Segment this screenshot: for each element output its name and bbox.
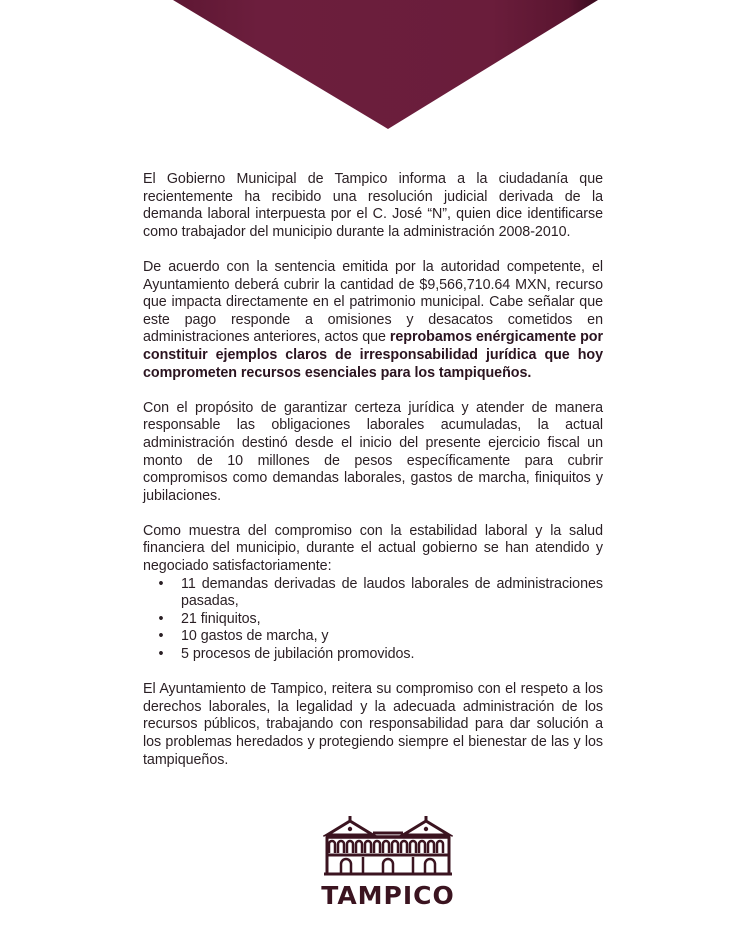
bullet-icon: • bbox=[158, 575, 164, 592]
list-item-text: 5 procesos de jubilación promovidos. bbox=[181, 646, 415, 663]
list-item-text: 11 demandas derivadas de laudos laborales de administraciones pasadas, bbox=[181, 575, 603, 610]
paragraph-sentence bbox=[143, 259, 603, 382]
bullet-icon: • bbox=[158, 646, 164, 663]
building-icon bbox=[323, 813, 453, 876]
press-release-body bbox=[143, 171, 603, 787]
tampico-logo bbox=[318, 813, 458, 910]
top-banner-triangle bbox=[0, 0, 750, 132]
paragraph-sentence-emphasis: reprobamos enérgicamente por constituir ejemplos claros de irresponsabilidad jurídica que hoy comprometen recursos esenciales para los tampiqueños. bbox=[143, 329, 603, 381]
list-item-text: 21 finiquitos, bbox=[181, 610, 261, 627]
bullet-icon: • bbox=[158, 628, 164, 645]
list-item bbox=[155, 628, 603, 646]
list-item-text: 10 gastos de marcha, y bbox=[181, 628, 329, 645]
list-item bbox=[155, 611, 603, 629]
paragraph-intro: El Gobierno Municipal de Tampico informa a la ciudadanía que recientemente ha recibido una resolución judicial derivada de la demanda laboral interpuesta por el C. José “N”, quien dice identificarse como trabajador del municipio durante la administración 2008-2010. bbox=[143, 171, 603, 240]
list-item bbox=[143, 576, 603, 611]
paragraph-budget: Con el propósito de garantizar certeza jurídica y atender de manera responsable las obligaciones laborales acumuladas, la actual administración destinó desde el inicio del presente ejercicio fiscal un monto de 10 millones de pesos específicamente para cubrir compromisos como demandas laborales, gastos de marcha, finiquitos y jubilaciones. bbox=[143, 399, 603, 504]
paragraph-sentence-text: De acuerdo con la sentencia emitida por la autoridad competente, el Ayuntamiento deberá cubrir la cantidad de $9,566,710.64 MXN, recurso que impacta directamente en el patrimonio municipal. Cabe señalar que este pago responde a omisiones y desacatos cometidos en administraciones anteriores, actos que bbox=[143, 258, 603, 346]
logo-wordmark: TAMPICO bbox=[321, 881, 455, 910]
list-item bbox=[155, 646, 603, 664]
bullet-icon: • bbox=[158, 610, 164, 627]
paragraph-achievements: Como muestra del compromiso con la estabilidad laboral y la salud financiera del municipio, durante el actual gobierno se han atendido y negociado satisfactoriamente: bbox=[143, 522, 603, 575]
paragraph-closing: El Ayuntamiento de Tampico, reitera su compromiso con el respeto a los derechos laborales, la legalidad y la adecuada administración de los recursos públicos, trabajando con responsabilidad para dar solución a los problemas heredados y protegiendo siempre el bienestar de las y los tampiqueños. bbox=[143, 681, 603, 768]
achievements-list bbox=[143, 576, 603, 664]
